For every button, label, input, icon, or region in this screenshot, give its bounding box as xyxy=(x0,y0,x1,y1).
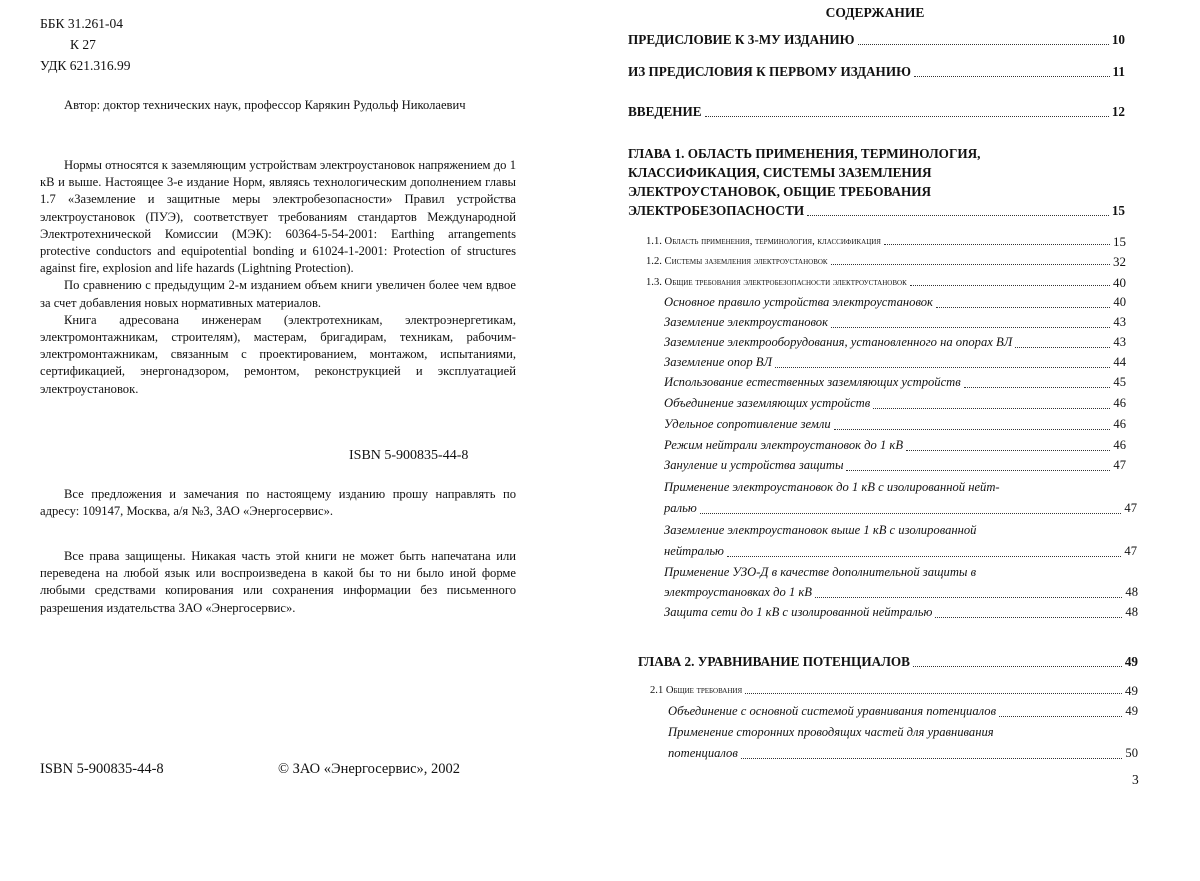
toc-entry-chapter2[interactable]: ГЛАВА 2. УРАВНИВАНИЕ ПОТЕНЦИАЛОВ 49 xyxy=(638,654,1138,669)
annotation xyxy=(40,157,516,398)
toc-item[interactable]: Основное правило устройства электроустановок 40 xyxy=(664,295,1126,309)
annotation-paragraph: Книга адресована инженерам (электротехникам, электроэнергетикам, электромонтажникам, строителям), мастерам, бригадирам, техникам, рабочим-электромонтажникам, связанным с проектированием, монтажом, испытаниями, сертификацией, энергонадзором, ремонтом, реконструкцией и эксплуатацией электроустановок. xyxy=(40,312,516,396)
author-mark: К 27 xyxy=(70,37,96,52)
bbk-code: ББК 31.261-04 xyxy=(40,16,124,31)
toc-entry-section-1-1[interactable]: 1.1. Область применения, терминология, классификация 15 xyxy=(646,234,1126,249)
isbn-bottom: ISBN 5-900835-44-8 xyxy=(40,761,164,777)
toc-item[interactable]: Режим нейтрали электроустановок до 1 кВ 46 xyxy=(664,438,1126,452)
suggestions-note: Все предложения и замечания по настоящему изданию прошу направлять по адресу: 109147, Москва, а/я №3, ЗАО «Энергосервис». xyxy=(40,487,516,519)
toc-item[interactable]: Заземление электрооборудования, установленного на опорах ВЛ 43 xyxy=(664,335,1126,349)
toc-title: СОДЕРЖАНИЕ xyxy=(825,5,925,20)
contents-page: СОДЕРЖАНИЕ ПРЕДИСЛОВИЕ К 3-МУ ИЗДАНИЮ 10 ИЗ ПРЕДИСЛОВИЯ К ПЕРВОМУ ИЗДАНИЮ 11 ВВЕДЕНИЕ 12 ГЛАВА 1. ОБЛАСТЬ ПРИМЕНЕНИЯ, ТЕРМИНОЛОГИЯ, КЛАССИФИКАЦИЯ, СИСТЕМЫ ЗАЗЕМЛЕНИЯ ЭЛЕКТРОУСТАНОВОК, ОБЩИЕ ТРЕБОВАНИЯ ЭЛЕКТРОБЕЗОПАСНОСТИ 15 1.1. Область применения, терминология, классификация 15 1.2. Системы заземления электроустановок 32 1.3. Общие требования электробезопасности электроустановок 40 Основное правило устройства электроустановок 40 Заземление электроустановок 43 Заземление электрооборудования, установленного на опорах ВЛ 43 Заземление опор ВЛ 44 Использование естественных заземляющих устройств 45 Объединение заземляющих устройств 46 Удельное сопротивление земли 46 Режим нейтрали электроустановок до 1 кВ 46 Зануление и устройства защиты 47 Применение электроустановок до 1 кВ с изолированной нейт- ралью 47 Заземление электроустановок выше 1 кВ с изолированной нейтралью 47 Применение УЗО-Д в качестве дополнительной защиты в электроустановках до 1 кВ 48 Защита сети до 1 кВ с изолированной нейтралью 48 ГЛАВА 2. УРАВНИВАНИЕ ПОТЕНЦИАЛОВ 49 2.1 Общие требования 49 Объединение с основной системой уравнивания потенциалов 49 Применение сторонних проводящих частей для уравнивания потенциалов 50 3 xyxy=(600,0,1200,881)
rights-notice: Все права защищены. Никакая часть этой книги не может быть напечатана или переведена на любой язык или воспроизведена в какой бы то ни было иной форме любыми средствами копирования или сохранения информации без письменного разрешения издательства ЗАО «Энергосервис». xyxy=(40,549,516,615)
copyright: © ЗАО «Энергосервис», 2002 xyxy=(278,761,461,777)
toc-item[interactable]: Объединение заземляющих устройств 46 xyxy=(664,396,1126,410)
toc-item[interactable]: Зануление и устройства защиты 47 xyxy=(664,458,1126,472)
toc-entry-preface3[interactable]: ПРЕДИСЛОВИЕ К 3-МУ ИЗДАНИЮ 10 xyxy=(628,32,1125,47)
author-line: Автор: доктор технических наук, профессор Карякин Рудольф Николаевич xyxy=(64,98,466,112)
toc-item[interactable]: Объединение с основной системой уравнивания потенциалов 49 xyxy=(668,704,1138,718)
annotation-paragraph: По сравнению с предыдущим 2-м изданием объем книги увеличен более чем вдвое за счет добавления новых нормативных материалов. xyxy=(40,278,516,310)
isbn: ISBN 5-900835-44-8 xyxy=(349,448,469,463)
toc-entry-section-1-2[interactable]: 1.2. Системы заземления электроустановок 32 xyxy=(646,254,1126,269)
toc-entry-section-2-1[interactable]: 2.1 Общие требования 49 xyxy=(650,683,1138,698)
annotation-paragraph: Нормы относятся к заземляющим устройствам электроустановок напряжением до 1 кВ и выше. Настоящее 3-е издание Норм, являясь технологическим дополнением главы 1.7 «Заземление и защитные меры электробезопасности» Правил устройства электроустановок (ПУЭ), соответствует требованиям стандартов Международной Электротехнической Комиссии (МЭК): 60364-5-54-2001: Earthing arrangements protective conductors and equipotential bonding и 61024-1-2001: Protection of structures against fire, explosion and life hazards (Lightning Protection). xyxy=(40,158,516,276)
toc-item[interactable]: Заземление опор ВЛ 44 xyxy=(664,355,1126,369)
toc-item[interactable]: Удельное сопротивление земли 46 xyxy=(664,417,1126,431)
page-number: 3 xyxy=(1132,772,1139,787)
udk-code: УДК 621.316.99 xyxy=(40,58,131,73)
toc-item[interactable]: Защита сети до 1 кВ с изолированной нейтралью 48 xyxy=(664,605,1138,619)
toc-entry-intro[interactable]: ВВЕДЕНИЕ 12 xyxy=(628,104,1125,119)
toc-item[interactable]: Заземление электроустановок 43 xyxy=(664,315,1126,329)
toc-entry-preface1[interactable]: ИЗ ПРЕДИСЛОВИЯ К ПЕРВОМУ ИЗДАНИЮ 11 xyxy=(628,64,1125,79)
toc-item[interactable]: Использование естественных заземляющих устройств 45 xyxy=(664,375,1126,389)
toc-entry-section-1-3[interactable]: 1.3. Общие требования электробезопасности электроустановок 40 xyxy=(646,275,1126,290)
library-codes xyxy=(40,13,131,76)
